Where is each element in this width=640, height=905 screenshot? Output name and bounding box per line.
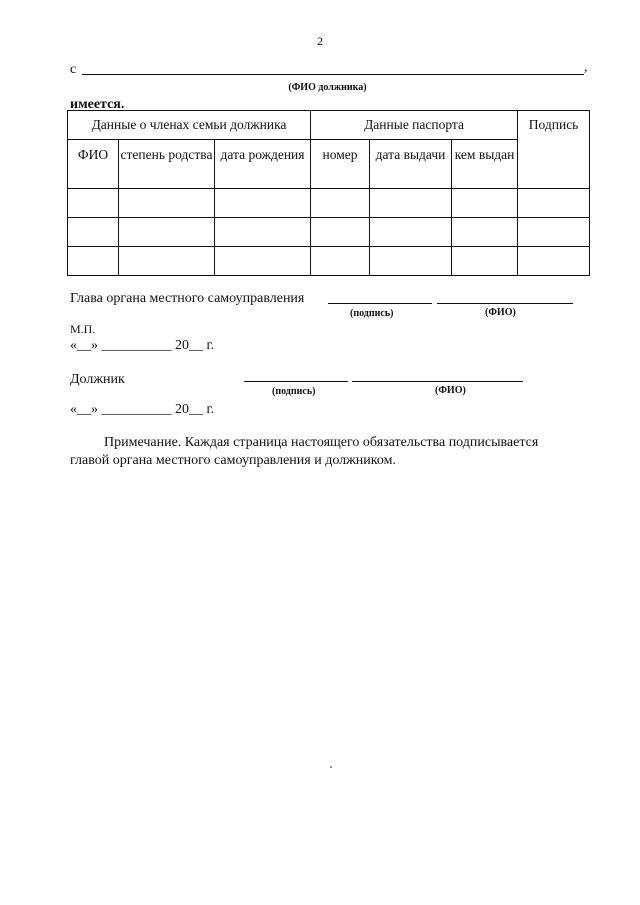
glava-signature-line (328, 303, 432, 304)
table-cell (215, 189, 311, 218)
table-cell (311, 247, 370, 276)
table-cell (68, 189, 119, 218)
table-cell (518, 247, 590, 276)
table-cell (370, 247, 452, 276)
page-number: 2 (317, 34, 323, 48)
table-cell (452, 189, 518, 218)
table-cell (518, 189, 590, 218)
subheader-data-rozhdeniya: дата рождения (215, 140, 311, 189)
table-cell (215, 218, 311, 247)
caption-dolzhnik-fio: (ФИО) (435, 385, 466, 396)
table-cell (370, 218, 452, 247)
comma: , (584, 60, 588, 75)
scan-speck (330, 766, 332, 768)
dolzhnik-signature-line (244, 381, 348, 382)
date-line-2: «__» __________ 20__ г. (70, 402, 215, 417)
header-signature: Подпись (518, 111, 590, 189)
table-row (68, 189, 590, 218)
fio-dolzhnika-line (70, 62, 590, 78)
family-data-table (67, 110, 590, 276)
table-cell (215, 247, 311, 276)
table-cell (311, 218, 370, 247)
note-line-2: главой органа местного самоуправления и должником. (70, 453, 396, 468)
table-cell (518, 218, 590, 247)
header-family-data: Данные о членах семьи должника (68, 111, 311, 140)
imeetsya-text: имеется. (70, 97, 125, 112)
caption-glava-fio: (ФИО) (485, 307, 516, 318)
table-cell (119, 247, 215, 276)
table-cell (68, 247, 119, 276)
table-cell (311, 189, 370, 218)
caption-glava-podpis: (подпись) (350, 308, 394, 319)
header-passport-data: Данные паспорта (311, 111, 518, 140)
caption-dolzhnik-podpis: (подпись) (272, 386, 316, 397)
subheader-kem-vydan: кем выдан (452, 140, 518, 189)
table-cell (452, 218, 518, 247)
caption-fio-dolzhnika: (ФИО должника) (288, 82, 367, 93)
glava-fio-line (437, 303, 573, 304)
fio-dolzhnika-underline (82, 74, 584, 75)
dolzhnik-label: Должник (70, 372, 125, 387)
table-cell (452, 247, 518, 276)
subheader-data-vydachi: дата выдачи (370, 140, 452, 189)
table-cell (370, 189, 452, 218)
table-row (68, 247, 590, 276)
subheader-nomer: номер (311, 140, 370, 189)
mp-label: М.П. (70, 322, 96, 336)
table-cell (119, 189, 215, 218)
subheader-stepen-rodstva: степень родства (119, 140, 215, 189)
table-row (68, 218, 590, 247)
dolzhnik-fio-line (352, 381, 523, 382)
table-cell (119, 218, 215, 247)
table-cell (68, 218, 119, 247)
subheader-fio: ФИО (68, 140, 119, 189)
note-line-1: Примечание. Каждая страница настоящего обязательства подписывается (104, 435, 539, 450)
note-paragraph (70, 434, 588, 470)
date-line-1: «__» __________ 20__ г. (70, 338, 215, 353)
glava-label: Глава органа местного самоуправления (70, 291, 305, 306)
prefix-s: с (70, 62, 77, 77)
